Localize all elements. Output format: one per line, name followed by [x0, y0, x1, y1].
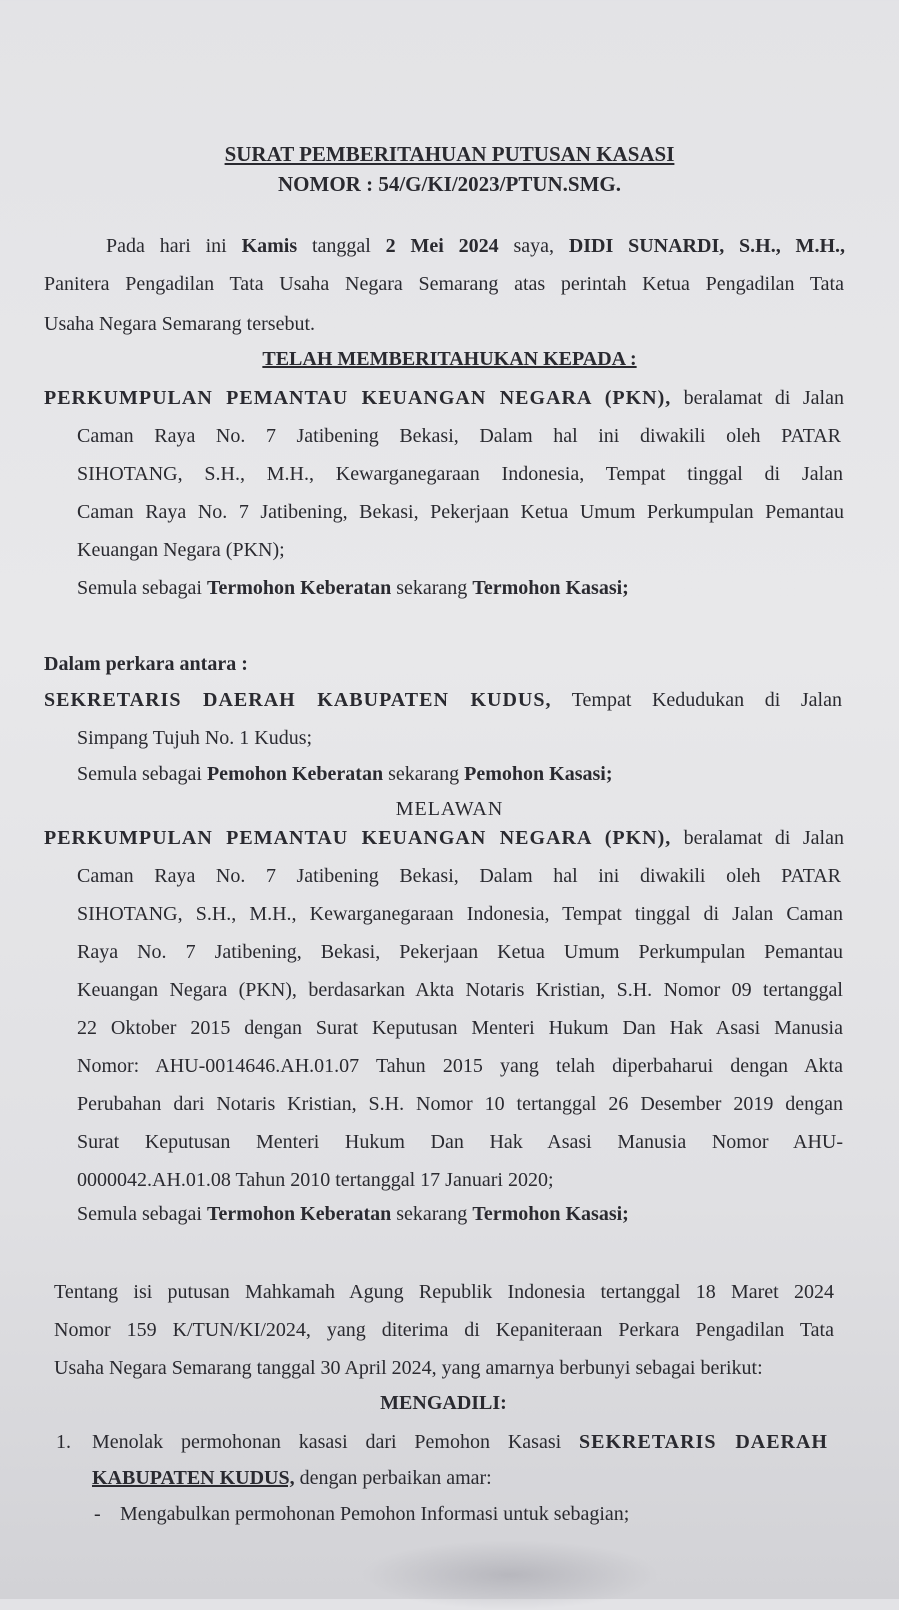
- document-number: NOMOR : 54/G/KI/2023/PTUN.SMG.: [278, 172, 621, 196]
- notified-line-2: Caman Raya No. 7 Jatibening Bekasi, Dalam hal ini diwakili oleh PATAR: [77, 425, 841, 447]
- mengadili-heading: MENGADILI:: [380, 1392, 507, 1414]
- notified-line-1: PERKUMPULAN PEMANTAU KEUANGAN NEGARA (PKN), beralamat di Jalan: [44, 387, 844, 409]
- versus-label: MELAWAN: [395, 798, 504, 820]
- case-party1-role: Semula sebagai Pemohon Keberatan sekarang Pemohon Kasasi;: [77, 763, 613, 785]
- case-party2-line-6: 22 Oktober 2015 dengan Surat Keputusan Menteri Hukum Dan Hak Asasi Manusia: [77, 1017, 843, 1039]
- case-party2-line-5: Keuangan Negara (PKN), berdasarkan Akta Notaris Kristian, S.H. Nomor 09 tertanggal: [77, 979, 843, 1001]
- case-party2-line-7: Nomor: AHU-0014646.AH.01.07 Tahun 2015 yang telah diperbaharui dengan Akta: [77, 1055, 843, 1077]
- notified-line-3: SIHOTANG, S.H., M.H., Kewarganegaraan Indonesia, Tempat tinggal di Jalan: [77, 463, 843, 485]
- decision-line-2: Nomor 159 K/TUN/KI/2024, yang diterima di Kepaniteraan Perkara Pengadilan Tata: [54, 1319, 834, 1341]
- notified-line-4: Caman Raya No. 7 Jatibening, Bekasi, Pekerjaan Ketua Umum Perkumpulan Pemantau: [77, 501, 844, 523]
- case-party1-line-1: SEKRETARIS DAERAH KABUPATEN KUDUS, Tempat Kedudukan di Jalan: [44, 689, 842, 711]
- intro-line-3: Usaha Negara Semarang tersebut.: [44, 313, 315, 335]
- item-1-line-1: Menolak permohonan kasasi dari Pemohon Kasasi SEKRETARIS DAERAH: [92, 1431, 828, 1453]
- case-heading: Dalam perkara antara :: [44, 653, 248, 675]
- decision-line-1: Tentang isi putusan Mahkamah Agung Republik Indonesia tertanggal 18 Maret 2024: [54, 1281, 834, 1303]
- case-party2-line-2: Caman Raya No. 7 Jatibening Bekasi, Dalam hal ini diwakili oleh PATAR: [77, 865, 841, 887]
- item-1-line-2: KABUPATEN KUDUS, dengan perbaikan amar:: [92, 1467, 492, 1489]
- notified-role: Semula sebagai Termohon Keberatan sekarang Termohon Kasasi;: [77, 577, 629, 599]
- intro-line-2: Panitera Pengadilan Tata Usaha Negara Semarang atas perintah Ketua Pengadilan Tata: [44, 273, 844, 295]
- intro-line-1: Pada hari ini Kamis tanggal 2 Mei 2024 saya, DIDI SUNARDI, S.H., M.H.,: [106, 235, 845, 257]
- case-party2-line-10: 0000042.AH.01.08 Tahun 2010 tertanggal 17 Januari 2020;: [77, 1169, 554, 1191]
- notified-line-5: Keuangan Negara (PKN);: [77, 539, 285, 561]
- document-title: SURAT PEMBERITAHUAN PUTUSAN KASASI: [224, 142, 675, 166]
- case-party2-line-4: Raya No. 7 Jatibening, Bekasi, Pekerjaan Ketua Umum Perkumpulan Pemantau: [77, 941, 843, 963]
- sub-item-dash: -: [94, 1503, 101, 1525]
- case-party1-line-2: Simpang Tujuh No. 1 Kudus;: [77, 727, 313, 749]
- case-party2-line-8: Perubahan dari Notaris Kristian, S.H. Nomor 10 tertanggal 26 Desember 2019 dengan: [77, 1093, 843, 1115]
- case-party2-line-3: SIHOTANG, S.H., M.H., Kewarganegaraan Indonesia, Tempat tinggal di Jalan Caman: [77, 903, 843, 925]
- case-party2-role: Semula sebagai Termohon Keberatan sekarang Termohon Kasasi;: [77, 1203, 629, 1225]
- decision-line-3: Usaha Negara Semarang tanggal 30 April 2024, yang amarnya berbunyi sebagai berikut:: [54, 1357, 763, 1379]
- case-party2-line-9: Surat Keputusan Menteri Hukum Dan Hak Asasi Manusia Nomor AHU-: [77, 1131, 843, 1153]
- page-shadow: [360, 1540, 660, 1610]
- item-1-number: 1.: [56, 1431, 71, 1453]
- sub-item-1: Mengabulkan permohonan Pemohon Informasi untuk sebagian;: [120, 1503, 630, 1525]
- case-party2-line-1: PERKUMPULAN PEMANTAU KEUANGAN NEGARA (PKN), beralamat di Jalan: [44, 827, 844, 849]
- notified-heading: TELAH MEMBERITAHUKAN KEPADA :: [262, 348, 637, 370]
